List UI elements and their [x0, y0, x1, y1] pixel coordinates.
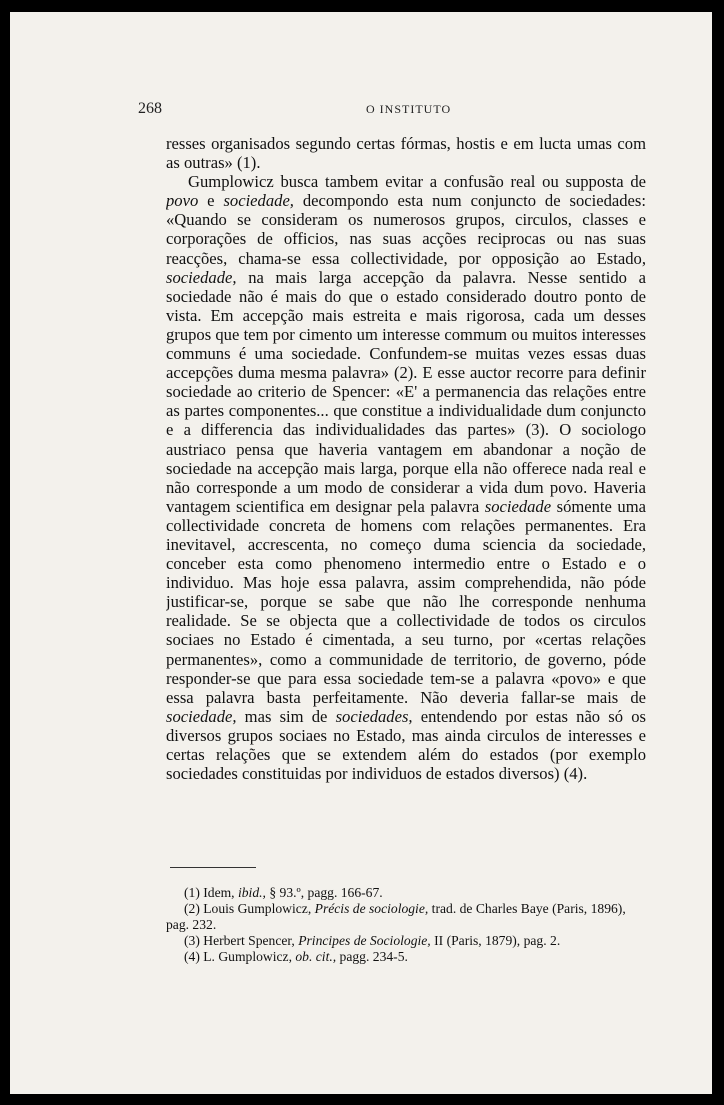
body-text	[166, 134, 646, 854]
footnote-4: (4) L. Gumplowicz, ob. cit., pagg. 234-5.	[184, 949, 408, 964]
page-number: 268	[138, 100, 162, 117]
footnote-1: (1) Idem, ibid., § 93.º, pagg. 166-67.	[184, 885, 383, 900]
footnote-2: (2) Louis Gumplowicz, Précis de sociologie, trad. de Charles Baye (Paris, 1896), pag. 232.	[166, 901, 626, 932]
footnotes	[166, 885, 650, 965]
footnote-3: (3) Herbert Spencer, Principes de Sociologie, II (Paris, 1879), pag. 2.	[184, 933, 561, 948]
paragraph-gumplowicz: Gumplowicz busca tambem evitar a confusão real ou supposta de povo e sociedade, decompondo esta num conjuncto de sociedades: «Quando se consideram os numerosos grupos, circulos, classes e corporações de officios, nas suas acções reciprocas ou nas suas reacções, chama-se essa collectividade, por opposição ao Estado, sociedade, na mais larga accepção da palavra. Nesse sentido a sociedade não é mais do que o estado considerado doutro ponto de vista. Em accepção mais estreita e mais rigorosa, cada um desses grupos que tem por cimento um interesse commum ou muitos interesses communs é uma sociedade. Confundem-se muitas vezes essas duas accepções duma mesma palavra» (2). E esse auctor recorre para definir sociedade ao criterio de Spencer: «E' a permanencia das relações entre as partes componentes... que constitue a individualidade dum conjuncto e a differencia das individualidades das partes» (3). O sociologo austriaco pensa que haveria vantagem em abandonar a noção de sociedade na accepção mais larga, porque ella não offerece nada real e não corresponde a um modo de considerar a vida dum povo. Haveria vantagem scientifica em designar pela palavra sociedade sómente uma collectividade concreta de homens com relações permanentes. Era inevitavel, accrescenta, no começo duma sciencia da sociedade, conceber esta como phenomeno intermedio entre o Estado e o individuo. Mas hoje essa palavra, assim comprehendida, não póde justificar-se, porque se sabe que não lhe corresponde nenhuma realidade. Se se objecta que a collectividade de todos os circulos sociaes no Estado é cimentada, a seu turno, por «certas relações permanentes», como a communidade de territorio, de governo, póde responder-se que para essa sociedade tem-se a palavra «povo» e que essa palavra basta perfeitamente. Não deveria fallar-se mais de sociedade, mas sim de sociedades, entendendo por estas não só os diversos grupos sociaes no Estado, mas ainda circulos de interesses e certas relações que se extendem além do estados (por exemplo sociedades constituidas por individuos de estados diversos) (4).	[166, 172, 646, 784]
paragraph-continuation: resses organisados segundo certas fórmas, hostis e em lucta umas com as outras» (1).	[166, 134, 646, 173]
journal-title: O INSTITUTO	[366, 102, 452, 116]
running-head	[10, 100, 712, 124]
footnote-rule	[170, 867, 256, 868]
book-page	[10, 12, 712, 1094]
